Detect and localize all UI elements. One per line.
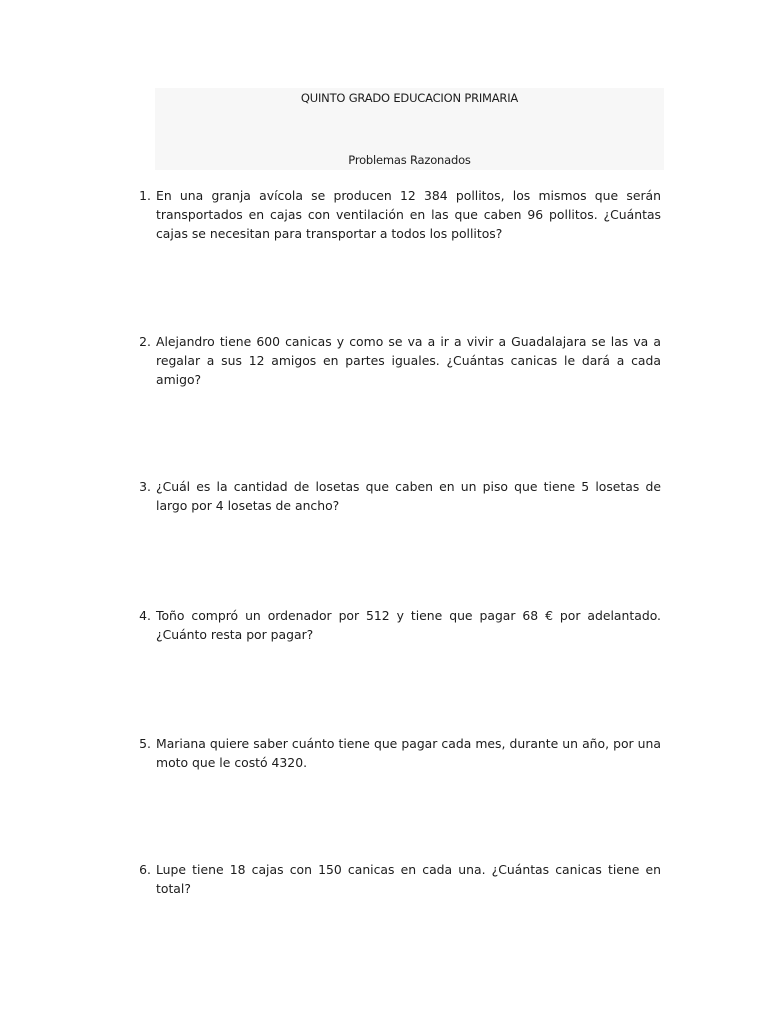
page-title: QUINTO GRADO EDUCACION PRIMARIA: [300, 91, 519, 105]
problem-text: En una granja avícola se producen 12 384 pollitos, los mismos que serán transportados en cajas con ventilación en las que caben 96 pollitos. ¿Cuántas cajas se necesitan para transportar a todos los pollitos?: [156, 188, 661, 241]
problem-text: ¿Cuál es la cantidad de losetas que caben en un piso que tiene 5 losetas de largo por 4 losetas de ancho?: [156, 479, 661, 513]
problem-number: 3.: [139, 479, 151, 494]
problem-number: 1.: [139, 188, 151, 203]
problem-text: Lupe tiene 18 cajas con 150 canicas en cada una. ¿Cuántas canicas tiene en total?: [156, 862, 661, 896]
problem-number: 2.: [139, 334, 151, 349]
problem-number: 6.: [139, 862, 151, 877]
problem-text: Alejandro tiene 600 canicas y como se va a ir a vivir a Guadalajara se las va a regalar a sus 12 amigos en partes iguales. ¿Cuántas canicas le dará a cada amigo?: [156, 334, 661, 387]
problem-number: 5.: [139, 736, 151, 751]
header-box: [155, 88, 664, 170]
problem-text: Toño compró un ordenador por 512 y tiene que pagar 68 € por adelantado. ¿Cuánto resta por pagar?: [156, 608, 661, 642]
problem-number: 4.: [139, 608, 151, 623]
problem-text: Mariana quiere saber cuánto tiene que pagar cada mes, durante un año, por una moto que le costó 4320.: [156, 736, 661, 770]
page-subtitle: Problemas Razonados: [348, 153, 471, 167]
